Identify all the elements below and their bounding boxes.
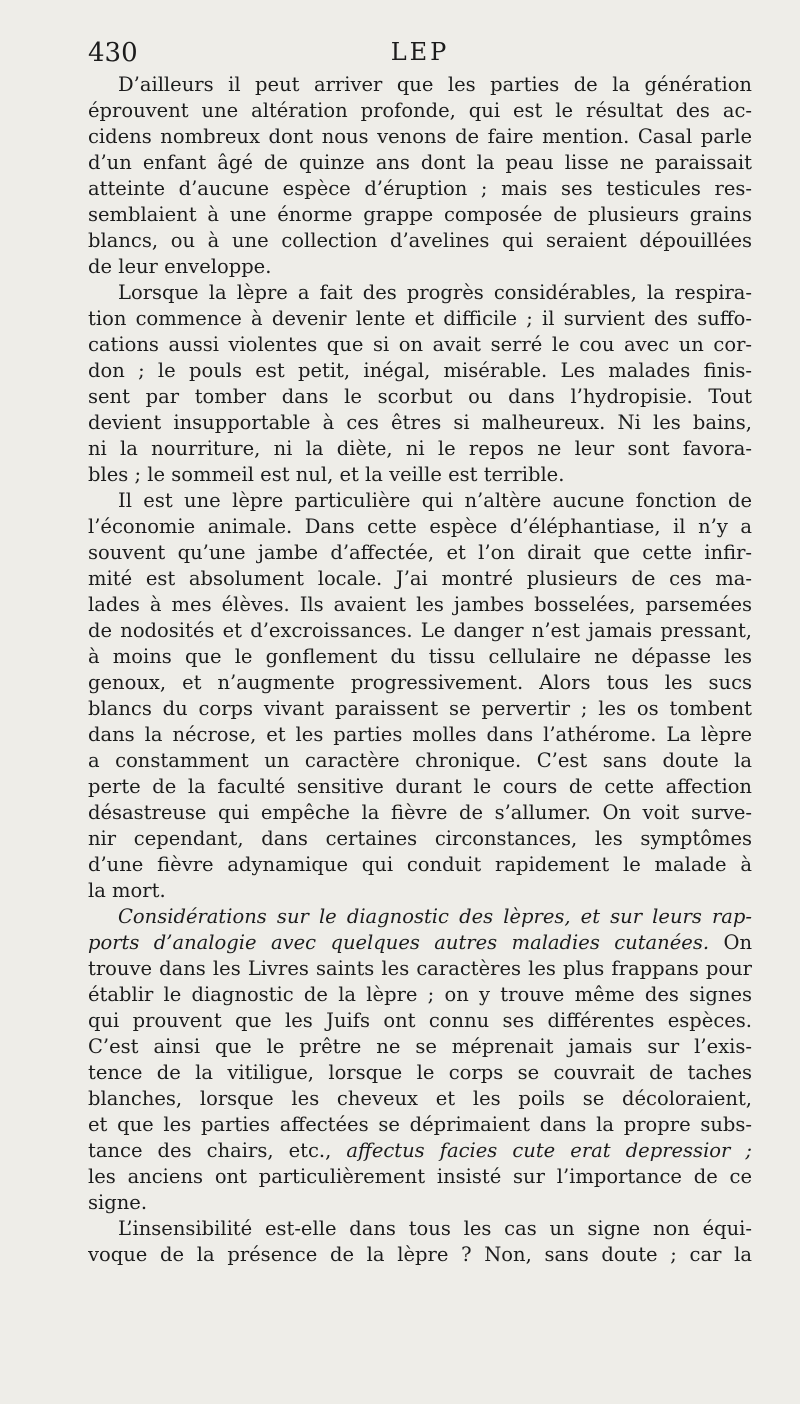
text-line (88, 566, 752, 592)
text-line (88, 306, 752, 332)
text-line (88, 774, 752, 800)
text-line-content: signe. (88, 1191, 148, 1214)
text-line (88, 1190, 752, 1216)
text-line (88, 1138, 752, 1164)
text-line (88, 1086, 752, 1112)
text-line-content: lades à mes élèves. Ils avaient les jambes bosselées, parsemées (88, 593, 752, 616)
text-line-content: atteinte d’aucune espèce d’éruption ; mais ses testicules res- (88, 177, 752, 200)
text-line-content: désastreuse qui empêche la fièvre de s’allumer. On voit surve- (88, 801, 752, 824)
text-line (88, 592, 752, 618)
text-line (88, 878, 752, 904)
running-head: LEP (390, 38, 450, 66)
text-line-content: l’économie animale. Dans cette espèce d’éléphantiase, il n’y a (88, 515, 752, 538)
text-line (88, 1034, 752, 1060)
text-line (88, 696, 752, 722)
page-number: 430 (88, 38, 138, 68)
text-line-content: Considérations sur le diagnostic des lèpres, et sur leurs rap- (118, 905, 752, 928)
text-line (88, 202, 752, 228)
text-line-content: bles ; le sommeil est nul, et la veille est terrible. (88, 463, 565, 486)
text-line (88, 748, 752, 774)
text-line-content: tance des chairs, etc., (88, 1139, 332, 1162)
body-text (88, 72, 752, 1268)
text-line-content: cidens nombreux dont nous venons de faire mention. Casal parle (88, 125, 752, 148)
text-line (88, 384, 752, 410)
text-line-content: établir le diagnostic de la lèpre ; on y trouve même des signes (88, 983, 752, 1006)
text-line-content: à moins que le gonflement du tissu cellulaire ne dépasse les (88, 645, 752, 668)
text-line-content: perte de la faculté sensitive durant le cours de cette affection (88, 775, 752, 798)
text-line-content: L’insensibilité est-elle dans tous les cas un signe non équi- (118, 1217, 752, 1240)
text-line (88, 644, 752, 670)
text-line-content: de leur enveloppe. (88, 255, 272, 278)
text-line (88, 800, 752, 826)
text-line (88, 1112, 752, 1138)
text-line (88, 956, 752, 982)
text-line-content: d’un enfant âgé de quinze ans dont la peau lisse ne paraissait (88, 151, 752, 174)
text-line-content: mité est absolument locale. J’ai montré plusieurs de ces ma- (88, 567, 752, 590)
text-line (88, 1164, 752, 1190)
text-line-content: ni la nourriture, ni la diète, ni le repos ne leur sont favora- (88, 437, 752, 460)
text-line-content: tence de la vitiligue, lorsque le corps se couvrait de taches (88, 1061, 752, 1084)
text-line-content: genoux, et n’augmente progressivement. Alors tous les sucs (88, 671, 752, 694)
text-line-content: et que les parties affectées se déprimaient dans la propre subs- (88, 1113, 752, 1136)
page-header (88, 38, 752, 72)
text-line-content: dans la nécrose, et les parties molles dans l’athérome. La lèpre (88, 723, 752, 746)
text-line-content: de nodosités et d’excroissances. Le danger n’est jamais pressant, (88, 619, 752, 642)
text-line-content: D’ailleurs il peut arriver que les parties de la génération (118, 73, 752, 96)
text-line (88, 826, 752, 852)
text-line (88, 228, 752, 254)
text-line (88, 124, 752, 150)
text-line-content: qui prouvent que les Juifs ont connu ses différentes espèces. (88, 1009, 752, 1032)
text-line (88, 410, 752, 436)
text-line-content: trouve dans les Livres saints les caractères les plus frappans pour (88, 957, 752, 980)
text-line (88, 280, 752, 306)
text-line (88, 488, 752, 514)
text-line-content: sent par tomber dans le scorbut ou dans l’hydropisie. Tout (88, 385, 752, 408)
text-line-content: C’est ainsi que le prêtre ne se méprenait jamais sur l’exis- (88, 1035, 752, 1058)
text-line (88, 462, 752, 488)
text-line-content: Lorsque la lèpre a fait des progrès considérables, la respira- (118, 281, 752, 304)
text-line (88, 1060, 752, 1086)
text-line (88, 1242, 752, 1268)
text-line (88, 98, 752, 124)
text-line-content: blanches, lorsque les cheveux et les poils se décoloraient, (88, 1087, 752, 1110)
text-line (88, 540, 752, 566)
text-line (88, 150, 752, 176)
text-line (88, 332, 752, 358)
text-line-continuation: On (723, 931, 752, 954)
text-line-content: a constamment un caractère chronique. C’est sans doute la (88, 749, 752, 772)
text-line-content: blancs, ou à une collection d’avelines qui seraient dépouillées (88, 229, 752, 252)
text-line (88, 852, 752, 878)
text-line-content: voque de la présence de la lèpre ? Non, sans doute ; car la (88, 1243, 752, 1266)
text-line (88, 982, 752, 1008)
text-line-content: don ; le pouls est petit, inégal, misérable. Les malades finis- (88, 359, 752, 382)
text-line (88, 72, 752, 98)
text-line-content: nir cependant, dans certaines circonstances, les symptômes (88, 827, 752, 850)
text-line (88, 254, 752, 280)
text-line-content: les anciens ont particulièrement insisté sur l’importance de ce (88, 1165, 752, 1188)
text-line-content: devient insupportable à ces êtres si malheureux. Ni les bains, (88, 411, 752, 434)
text-line-content: Il est une lèpre particulière qui n’altère aucune fonction de (118, 489, 752, 512)
text-line (88, 930, 752, 956)
text-line (88, 176, 752, 202)
text-line (88, 904, 752, 930)
text-line-content: éprouvent une altération profonde, qui est le résultat des ac- (88, 99, 752, 122)
text-line (88, 436, 752, 462)
text-line-content: blancs du corps vivant paraissent se pervertir ; les os tombent (88, 697, 752, 720)
text-line (88, 670, 752, 696)
text-line-content: cations aussi violentes que si on avait serré le cou avec un cor- (88, 333, 752, 356)
text-line-content: d’une fièvre adynamique qui conduit rapidement le malade à (88, 853, 752, 876)
text-line-content: la mort. (88, 879, 166, 902)
text-line (88, 722, 752, 748)
text-line (88, 358, 752, 384)
text-line-content: semblaient à une énorme grappe composée de plusieurs grains (88, 203, 752, 226)
text-line-content: souvent qu’une jambe d’affectée, et l’on dirait que cette infir- (88, 541, 752, 564)
text-line (88, 618, 752, 644)
text-line-content: ports d’analogie avec quelques autres maladies cutanées. (88, 931, 710, 954)
text-line-content: tion commence à devenir lente et difficile ; il survient des suffo- (88, 307, 752, 330)
latin-quotation: affectus facies cute erat depressior ; (346, 1139, 752, 1162)
text-line (88, 514, 752, 540)
text-line (88, 1216, 752, 1242)
text-line (88, 1008, 752, 1034)
